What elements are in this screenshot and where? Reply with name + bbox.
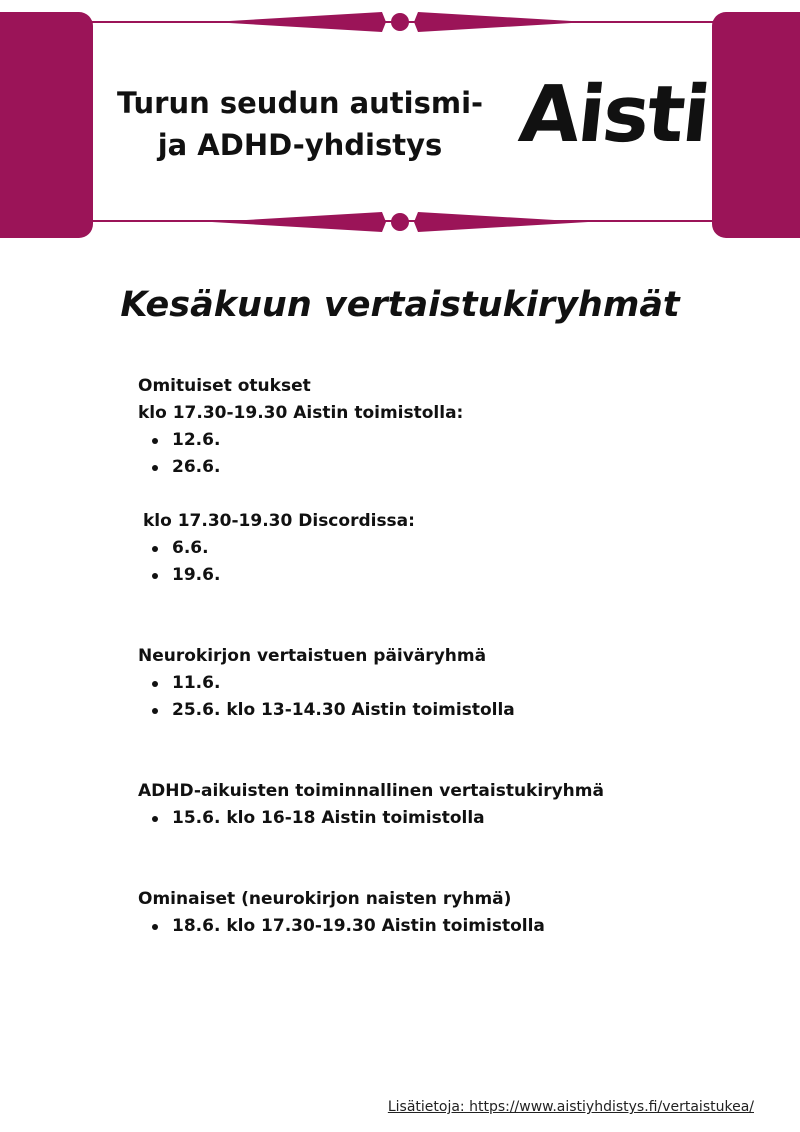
office-heading: klo 17.30-19.30 Aistin toimistolla: (138, 403, 464, 423)
banner-left-block (0, 12, 93, 238)
banner-bottom-ornament (212, 212, 588, 232)
list-item: 15.6. klo 16-18 Aistin toimistolla (172, 805, 738, 832)
list-item: 19.6. (172, 562, 738, 589)
list-item: 26.6. (172, 454, 738, 481)
organization-name-line1: Turun seudun autismi- (116, 86, 484, 120)
list-item: 18.6. klo 17.30-19.30 Aistin toimistolla (172, 913, 738, 940)
group-adhd-aikuiset (138, 778, 738, 832)
banner-right-block (712, 12, 800, 238)
date-list (138, 670, 738, 724)
list-item: 11.6. (172, 670, 738, 697)
spacer (138, 589, 738, 643)
date-list (138, 913, 738, 940)
list-item: 6.6. (172, 535, 738, 562)
group-name: Neurokirjon vertaistuen päiväryhmä (138, 646, 487, 666)
group-name: Ominaiset (neurokirjon naisten ryhmä) (138, 889, 512, 909)
group-ominaiset (138, 886, 738, 940)
group-name: ADHD-aikuisten toiminnallinen vertaistukiryhmä (138, 781, 604, 801)
spacer (138, 832, 738, 886)
discord-date-list (138, 535, 738, 589)
discord-heading: klo 17.30-19.30 Discordissa: (143, 511, 415, 531)
organization-name (90, 82, 510, 166)
more-info-link[interactable]: Lisätietoja: https://www.aistiyhdistys.fi/vertaistukea/ (387, 1099, 754, 1115)
date-list (138, 805, 738, 832)
list-item: 25.6. klo 13-14.30 Aistin toimistolla (172, 697, 738, 724)
page-title: Kesäkuun vertaistukiryhmät (120, 285, 680, 325)
organization-name-line2: ja ADHD-yhdistys (157, 128, 443, 162)
group-omituiset-otukset (138, 373, 738, 589)
header-banner (0, 0, 800, 245)
group-neurokirjo-paivaryhma (138, 643, 738, 724)
spacer (138, 724, 738, 778)
banner-top-ornament (212, 12, 588, 32)
group-list (138, 373, 738, 940)
office-date-list (138, 427, 738, 481)
spacer (138, 481, 738, 508)
aisti-logo: Aisti (515, 70, 713, 160)
group-name: Omituiset otukset (138, 376, 311, 396)
list-item: 12.6. (172, 427, 738, 454)
